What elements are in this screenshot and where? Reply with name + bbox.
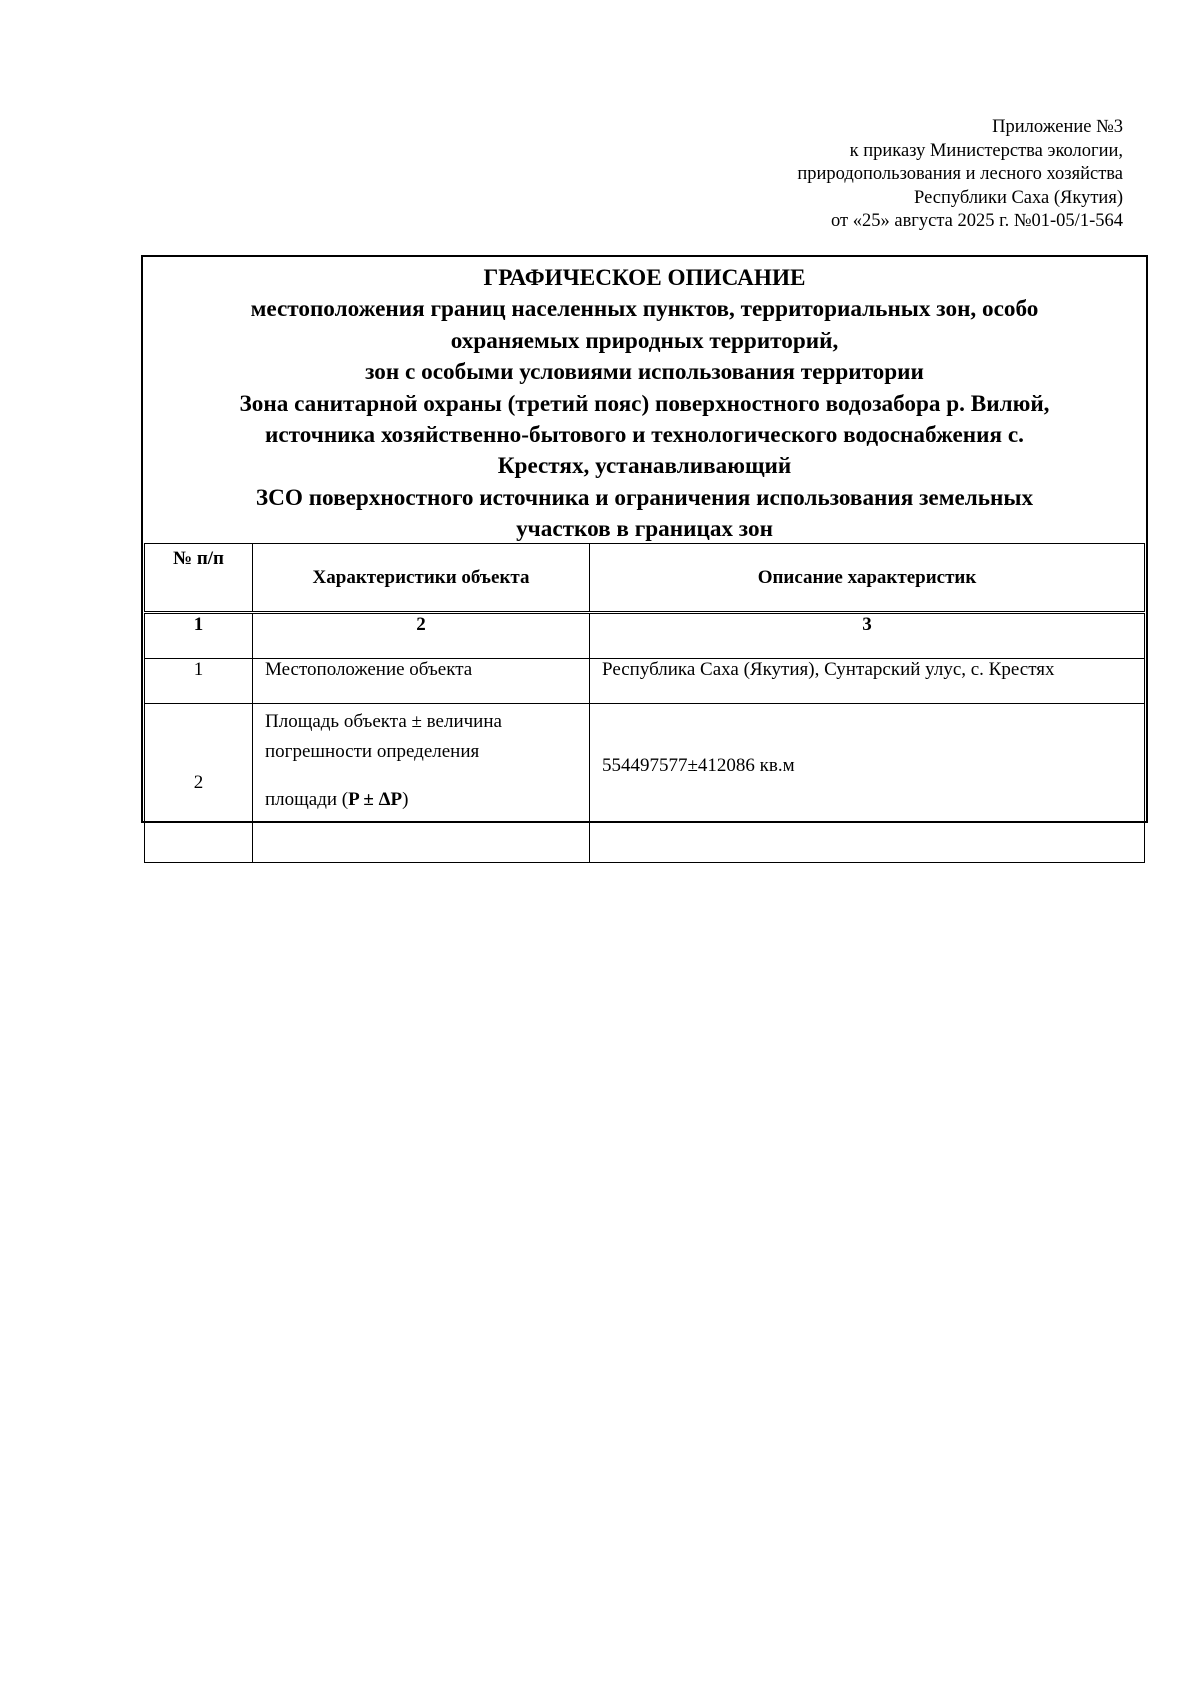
row-description-cell: Республика Саха (Якутия), Сунтарский улус, с. Крестях: [590, 659, 1145, 704]
document-title: [143, 263, 1146, 546]
title-line: зон с особыми условиями использования территории: [365, 359, 924, 386]
row-description-cell: 554497577±412086 кв.м: [590, 704, 1145, 863]
document-frame: [141, 255, 1148, 823]
appendix-line: природопользования и лесного хозяйства: [797, 164, 1123, 184]
row-characteristic-cell: [253, 704, 590, 863]
title-line: ЗСО поверхностного источника и ограничения использования земельных: [255, 484, 1034, 511]
column-number-cell: 1: [145, 613, 253, 659]
header-cell-description: Описание характеристик: [590, 544, 1145, 613]
table-header-row: [145, 544, 1145, 613]
appendix-line: от «25» августа 2025 г. №01-05/1-564: [831, 211, 1123, 231]
characteristic-text: площади (: [265, 789, 349, 810]
table-row: [145, 659, 1145, 704]
appendix-header: [797, 116, 1123, 234]
title-line: источника хозяйственно-бытового и технологического водоснабжения с.: [265, 422, 1024, 449]
characteristic-line: погрешности определения: [265, 741, 480, 762]
title-line: охраняемых природных территорий,: [450, 327, 839, 354]
characteristic-text: ): [402, 789, 409, 810]
row-characteristic-cell: Местоположение объекта: [253, 659, 590, 704]
title-line: ГРАФИЧЕСКОЕ ОПИСАНИЕ: [483, 265, 806, 291]
row-num-cell: 1: [145, 659, 253, 704]
title-line: Крестях, устанавливающий: [497, 453, 792, 480]
formula-text: P ± ΔP: [348, 789, 403, 810]
header-cell-num: № п/п: [145, 544, 253, 613]
table-row: [145, 704, 1145, 863]
column-numbers-row: [145, 613, 1145, 659]
title-line: местоположения границ населенных пунктов, территориальных зон, особо: [250, 296, 1039, 323]
column-number-cell: 3: [590, 613, 1145, 659]
characteristic-line: Площадь объекта ± величина: [265, 711, 502, 732]
characteristic-line: [265, 785, 589, 815]
column-number-cell: 2: [253, 613, 590, 659]
header-cell-characteristic: Характеристики объекта: [253, 544, 590, 613]
characteristics-table: [144, 543, 1145, 863]
row-num-cell: 2: [145, 704, 253, 863]
title-line: участков в границах зон: [516, 516, 773, 543]
title-line: Зона санитарной охраны (третий пояс) поверхностного водозабора р. Вилюй,: [239, 390, 1050, 417]
appendix-line: к приказу Министерства экологии,: [849, 140, 1123, 161]
appendix-line: Республики Саха (Якутия): [914, 187, 1123, 208]
appendix-line: Приложение №3: [992, 117, 1123, 137]
